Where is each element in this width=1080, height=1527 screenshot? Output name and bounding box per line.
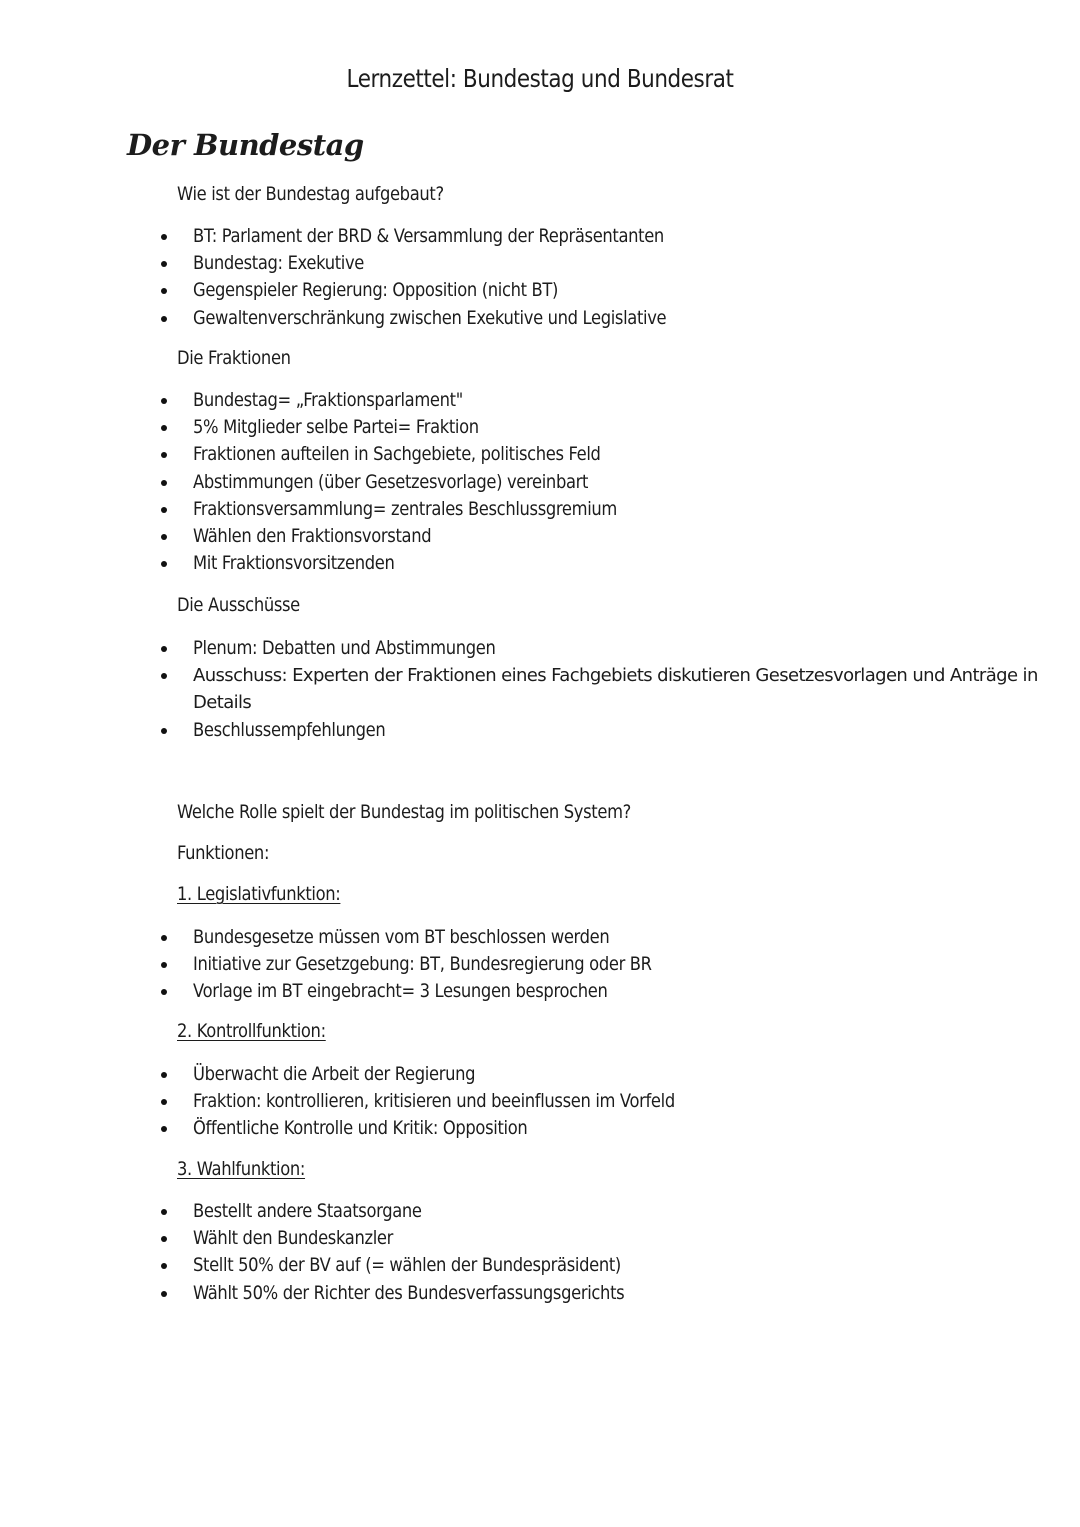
bullet-icon xyxy=(161,646,167,652)
list-item: BT: Parlament der BRD & Versammlung der Repräsentanten xyxy=(0,223,743,250)
list-item: Bestellt andere Staatsorgane xyxy=(0,1198,695,1225)
list-legislativfunktion xyxy=(0,924,726,1006)
list-item: Wählt 50% der Richter des Bundesverfassungsgerichts xyxy=(0,1280,695,1307)
bullet-icon xyxy=(161,480,167,486)
label-funktionen: Funktionen: xyxy=(177,842,270,864)
bullet-icon xyxy=(161,561,167,567)
bullet-icon xyxy=(161,398,167,404)
list-item: Wählen den Fraktionsvorstand xyxy=(0,523,686,550)
bullet-icon xyxy=(161,673,167,679)
bullet-icon xyxy=(161,1209,167,1215)
list-item: Fraktionsversammlung= zentrales Beschlussgremium xyxy=(0,496,686,523)
list-fraktionen xyxy=(0,387,686,577)
bullet-icon xyxy=(161,1126,167,1132)
bullet-icon xyxy=(161,425,167,431)
list-item: Stellt 50% der BV auf (= wählen der Bundespräsident) xyxy=(0,1252,695,1279)
bullet-icon xyxy=(161,962,167,968)
label-kontrollfunktion: 2. Kontrollfunktion: xyxy=(177,1020,326,1042)
list-item: 5% Mitglieder selbe Partei= Fraktion xyxy=(0,414,686,441)
bullet-icon xyxy=(161,989,167,995)
list-aufbau xyxy=(0,223,743,332)
list-item: Gewaltenverschränkung zwischen Exekutive und Legislative xyxy=(0,305,743,332)
bullet-icon xyxy=(161,316,167,322)
bullet-icon xyxy=(161,534,167,540)
bullet-icon xyxy=(161,452,167,458)
bullet-icon xyxy=(161,1263,167,1269)
bullet-icon xyxy=(161,507,167,513)
list-item: Mit Fraktionsvorsitzenden xyxy=(0,550,686,577)
list-item: Abstimmungen (über Gesetzesvorlage) vereinbart xyxy=(0,469,686,496)
bullet-icon xyxy=(161,935,167,941)
section-heading: Der Bundestag xyxy=(127,128,364,162)
list-item: Gegenspieler Regierung: Opposition (nicht BT) xyxy=(0,277,743,304)
list-item: Wählt den Bundeskanzler xyxy=(0,1225,695,1252)
bullet-icon xyxy=(161,1291,167,1297)
label-ausschuesse: Die Ausschüsse xyxy=(177,594,300,616)
question-rolle: Welche Rolle spielt der Bundestag im politischen System? xyxy=(177,801,631,823)
bullet-icon xyxy=(161,1072,167,1078)
list-wahlfunktion xyxy=(0,1198,695,1307)
list-ausschuesse xyxy=(0,635,1080,744)
list-item: Bundesgesetze müssen vom BT beschlossen werden xyxy=(0,924,726,951)
list-item: Beschlussempfehlungen xyxy=(0,717,1080,744)
list-item: Vorlage im BT eingebracht= 3 Lesungen besprochen xyxy=(0,978,726,1005)
bullet-icon xyxy=(161,261,167,267)
question-aufbau: Wie ist der Bundestag aufgebaut? xyxy=(177,183,444,205)
label-fraktionen: Die Fraktionen xyxy=(177,347,291,369)
list-item: Initiative zur Gesetzgebung: BT, Bundesregierung oder BR xyxy=(0,951,726,978)
list-item: Plenum: Debatten und Abstimmungen xyxy=(0,635,1080,662)
list-item: Bundestag= „Fraktionsparlament" xyxy=(0,387,686,414)
page-title: Lernzettel: Bundestag und Bundesrat xyxy=(346,64,734,93)
bullet-icon xyxy=(161,1236,167,1242)
bullet-icon xyxy=(161,288,167,294)
label-wahlfunktion: 3. Wahlfunktion: xyxy=(177,1158,306,1180)
list-item: Bundestag: Exekutive xyxy=(0,250,743,277)
list-item: Ausschuss: Experten der Fraktionen eines Fachgebiets diskutieren Gesetzesvorlagen und Anträge in Details xyxy=(0,662,1080,716)
list-item: Fraktionen aufteilen in Sachgebiete, politisches Feld xyxy=(0,441,686,468)
list-item: Überwacht die Arbeit der Regierung xyxy=(0,1061,753,1088)
list-kontrollfunktion xyxy=(0,1061,753,1143)
bullet-icon xyxy=(161,728,167,734)
list-item: Öffentliche Kontrolle und Kritik: Opposition xyxy=(0,1115,753,1142)
bullet-icon xyxy=(161,234,167,240)
list-item: Fraktion: kontrollieren, kritisieren und beeinflussen im Vorfeld xyxy=(0,1088,753,1115)
label-legislativfunktion: 1. Legislativfunktion: xyxy=(177,883,341,905)
bullet-icon xyxy=(161,1099,167,1105)
